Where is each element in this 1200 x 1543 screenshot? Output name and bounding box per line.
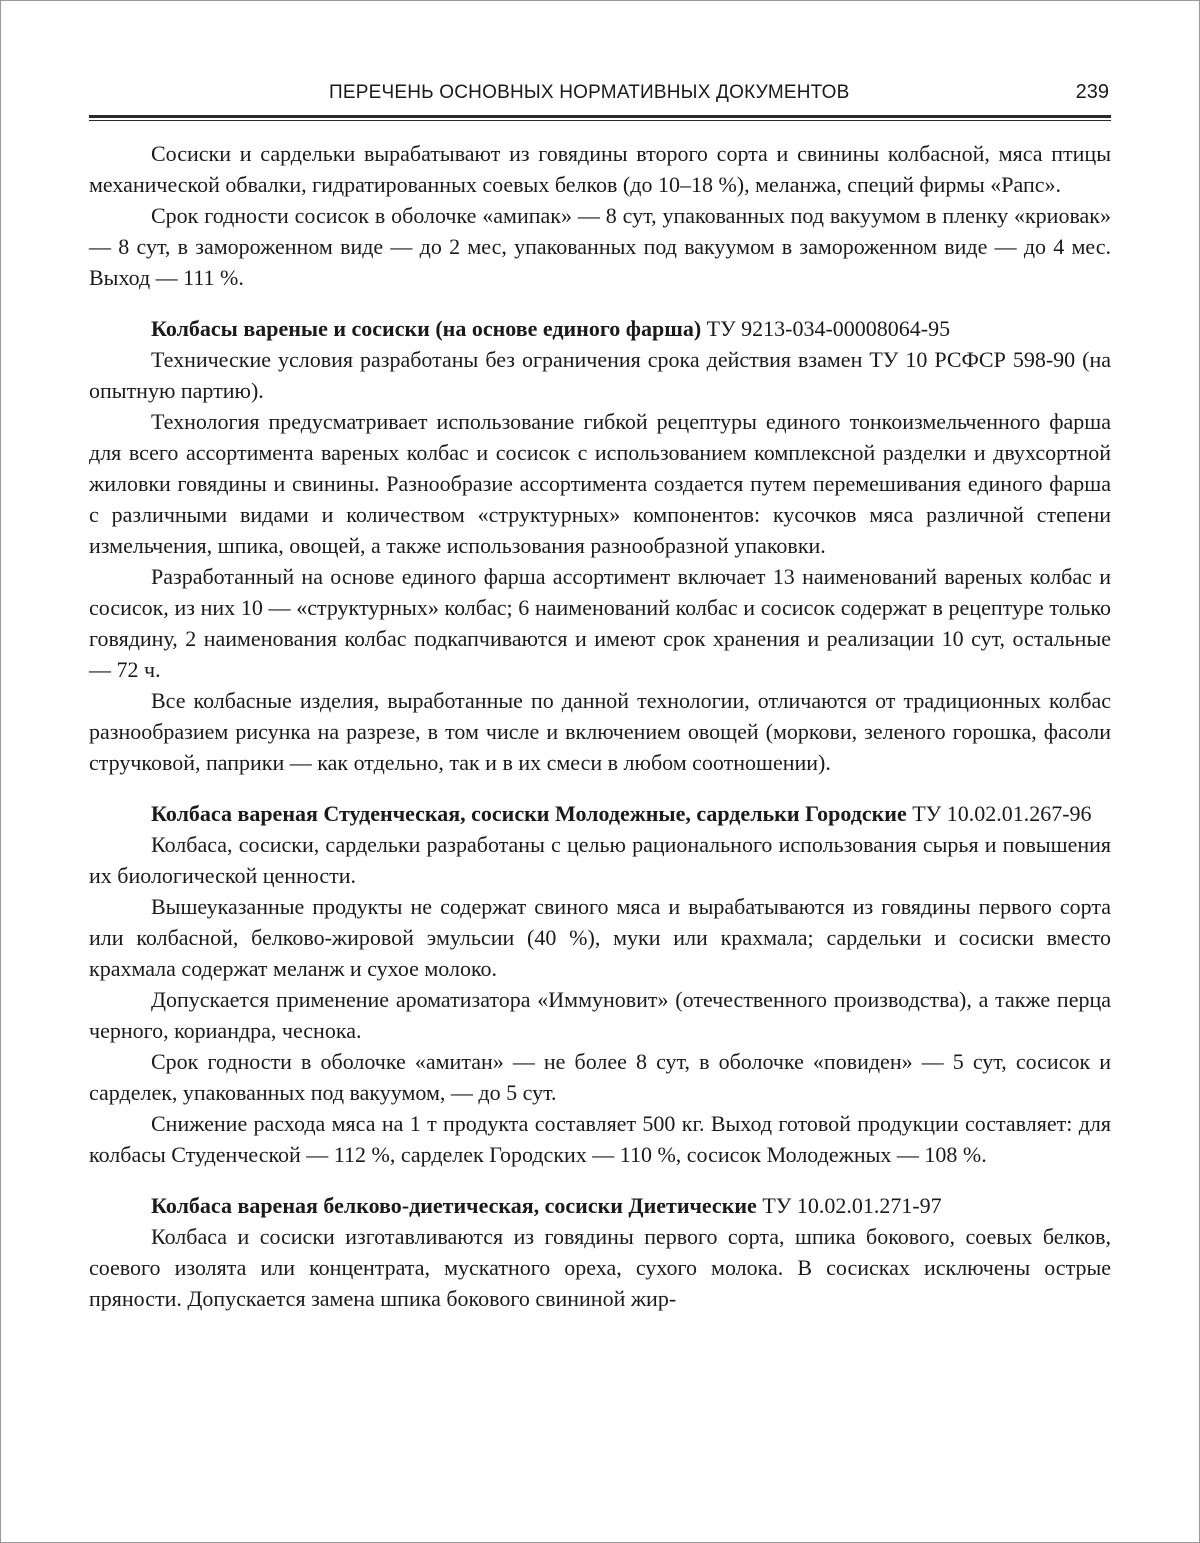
- paragraph: Срок годности сосисок в оболочке «амипак» — 8 сут, упакованных под вакуумом в пленку «криовак» — 8 сут, в замороженном виде — до 2 мес, упакованных под вакуумом в замороженном виде — до 4 мес. Выход — 111 %.: [89, 203, 1111, 290]
- section-heading: [89, 313, 1111, 344]
- section-heading: [89, 798, 1111, 829]
- section-title: Колбаса вареная Студенческая, сосиски Молодежные, сардельки Городские: [151, 801, 907, 826]
- paragraph: Срок годности в оболочке «амитан» — не более 8 сут, в оболочке «повиден» — 5 сут, сосисок и сарделек, упакованных под вакуумом, — до 5 сут.: [89, 1049, 1111, 1105]
- paragraph: Сосиски и сардельки вырабатывают из говядины второго сорта и свинины колбасной, мяса птицы механической обвалки, гидратированных соевых белков (до 10–18 %), меланжа, специй фирмы «Рапс».: [89, 141, 1111, 197]
- paragraph: Технические условия разработаны без ограничения срока действия взамен ТУ 10 РСФСР 598-90 (на опытную партию).: [89, 347, 1111, 403]
- paragraph: Все колбасные изделия, выработанные по данной технологии, отличаются от традиционных колбас разнообразием рисунка на разрезе, в том числе и включением овощей (моркови, зеленого горошка, фасоли стручковой, паприки — как отдельно, так и в их смеси в любом соотношении).: [89, 688, 1111, 775]
- paragraph: Допускается применение ароматизатора «Иммуновит» (отечественного производства), а также перца черного, кориандра, чеснока.: [89, 987, 1111, 1043]
- body-text: [89, 138, 1111, 1314]
- paragraph: Колбаса и сосиски изготавливаются из говядины первого сорта, шпика бокового, соевых белков, соевого изолята или концентрата, мускатного ореха, сухого молока. В сосисках исключены острые пряности. Допускается замена шпика бокового свининой жир-: [89, 1224, 1111, 1311]
- header-rule-thin: [89, 120, 1111, 121]
- page-content: [89, 81, 1111, 1314]
- section-title: Колбаса вареная белково-диетическая, сосиски Диетические: [151, 1193, 757, 1218]
- running-header: [89, 81, 1111, 115]
- paragraph: Вышеуказанные продукты не содержат свиного мяса и вырабатываются из говядины первого сорта или колбасной, белково-жировой эмульсии (40 %), муки или крахмала; сардельки и сосиски вместо крахмала содержат меланж и сухое молоко.: [89, 894, 1111, 981]
- section-code: ТУ 9213-034-00008064-95: [706, 316, 951, 341]
- section-title: Колбасы вареные и сосиски (на основе единого фарша): [151, 316, 702, 341]
- header-rule-thick: [89, 115, 1111, 118]
- page-number: 239: [1075, 81, 1109, 103]
- paragraph: Разработанный на основе единого фарша ассортимент включает 13 наименований вареных колбас и сосисок, из них 10 — «структурных» колбас; 6 наименований колбас и сосисок содержат в рецептуре только говядину, 2 наименования колбас подкапчиваются и имеют срок хранения и реализации 10 сут, остальные — 72 ч.: [89, 564, 1111, 682]
- paragraph: Снижение расхода мяса на 1 т продукта составляет 500 кг. Выход готовой продукции составляет: для колбасы Студенческой — 112 %, сарделек Городских — 110 %, сосисок Молодежных — 108 %.: [89, 1111, 1111, 1167]
- paragraph: Технология предусматривает использование гибкой рецептуры единого тонкоизмельченного фарша для всего ассортимента вареных колбас и сосисок с использованием комплексной разделки и двухсортной жиловки говядины и свинины. Разнообразие ассортимента создается путем перемешивания единого фарша с различными видами и количеством «структурных» компонентов: кусочков мяса различной степени измельчения, шпика, овощей, а также использования разнообразной упаковки.: [89, 409, 1111, 558]
- paragraph: Колбаса, сосиски, сардельки разработаны с целью рационального использования сырья и повышения их биологической ценности.: [89, 832, 1111, 888]
- running-header-title: ПЕРЕЧЕНЬ ОСНОВНЫХ НОРМАТИВНЫХ ДОКУМЕНТОВ: [329, 82, 850, 103]
- section-code: ТУ 10.02.01.267-96: [912, 801, 1092, 826]
- section-heading: [89, 1190, 1111, 1221]
- section-code: ТУ 10.02.01.271-97: [762, 1193, 942, 1218]
